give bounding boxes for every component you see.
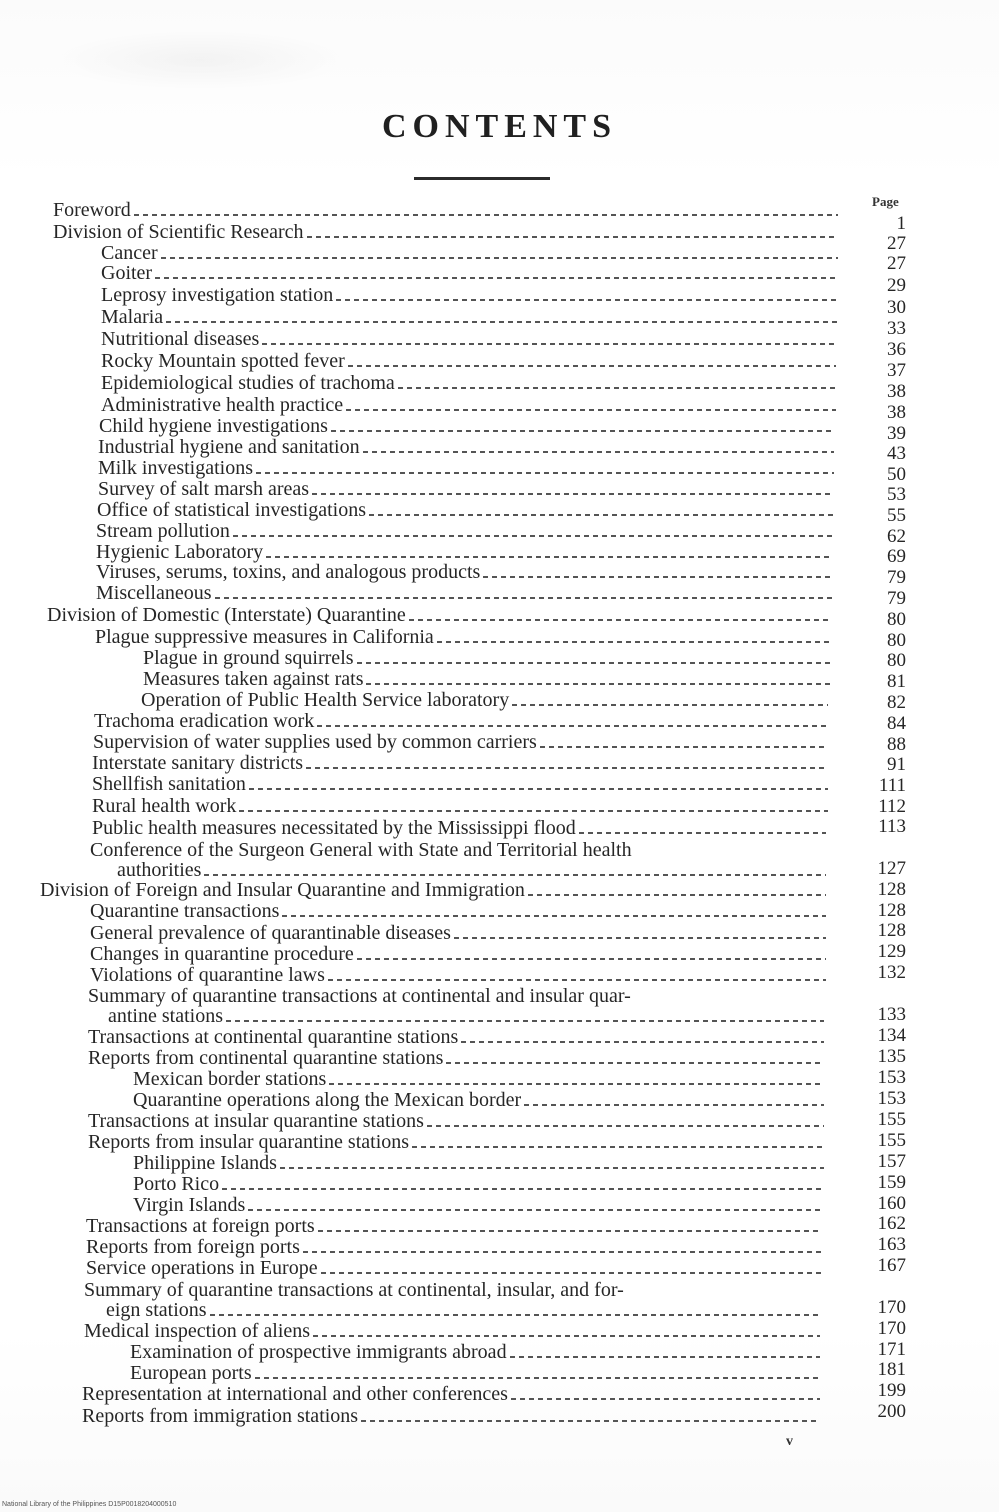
toc-page-number: 199 xyxy=(877,1380,906,1401)
dot-leader xyxy=(437,641,830,643)
toc-entry xyxy=(143,647,832,669)
toc-page-number: 80 xyxy=(887,650,906,671)
toc-entry-label: Rocky Mountain spotted fever xyxy=(101,350,345,372)
toc-page-number: 135 xyxy=(877,1046,906,1067)
toc-entry-label: Goiter xyxy=(101,262,153,284)
toc-entry xyxy=(86,1236,824,1258)
toc-entry xyxy=(96,582,834,604)
dot-leader xyxy=(329,1083,824,1085)
toc-entry xyxy=(84,1279,822,1301)
dot-leader xyxy=(155,277,838,279)
toc-page-number: 62 xyxy=(887,526,906,547)
toc-page-number: 132 xyxy=(877,962,906,983)
toc-page-number: 128 xyxy=(877,879,906,900)
toc-entry xyxy=(90,839,830,861)
toc-page-number: 128 xyxy=(877,900,906,921)
toc-page-number: 155 xyxy=(877,1130,906,1151)
toc-entry xyxy=(90,900,828,922)
toc-entry xyxy=(108,1005,826,1027)
toc-entry-label: Nutritional diseases xyxy=(101,328,260,350)
toc-entry xyxy=(101,350,838,372)
toc-page-number: 127 xyxy=(877,858,906,879)
toc-entry xyxy=(95,626,832,648)
toc-page-number: 91 xyxy=(887,754,906,775)
toc-page-number: 37 xyxy=(887,360,906,381)
toc-entry-label: Conference of the Surgeon General with State and Territorial health xyxy=(90,839,632,861)
toc-entry xyxy=(53,199,840,221)
toc-entry-label: Changes in quarantine procedure xyxy=(90,943,354,965)
dot-leader xyxy=(239,810,828,812)
toc-page-number: 1 xyxy=(896,213,906,234)
dot-leader xyxy=(226,1020,824,1022)
dot-leader xyxy=(348,365,836,367)
dot-leader xyxy=(134,214,838,216)
toc-entry-label: Virgin Islands xyxy=(133,1194,246,1216)
dot-leader xyxy=(204,874,826,876)
toc-page-number: 80 xyxy=(887,609,906,630)
toc-entry xyxy=(92,817,828,839)
toc-entry-label: Stream pollution xyxy=(96,520,230,542)
toc-entry-label: Trachoma eradication work xyxy=(94,710,315,732)
toc-page-number: 53 xyxy=(887,484,906,505)
toc-entry xyxy=(98,478,836,500)
toc-entry xyxy=(143,668,832,690)
dot-leader xyxy=(512,704,828,706)
dot-leader xyxy=(312,493,834,495)
toc-page-number: 55 xyxy=(887,505,906,526)
toc-entry xyxy=(101,242,840,264)
toc-entry xyxy=(98,457,836,479)
dot-leader xyxy=(579,832,826,834)
toc-page-number: 27 xyxy=(887,233,906,254)
toc-page-number: 33 xyxy=(887,318,906,339)
toc-page-number: 84 xyxy=(887,713,906,734)
toc-entry xyxy=(90,943,828,965)
toc-page-number: 79 xyxy=(887,567,906,588)
toc-entry-label: European ports xyxy=(130,1362,252,1384)
dot-leader xyxy=(215,597,832,599)
toc-entry xyxy=(86,1257,824,1279)
toc-entry-label: Porto Rico xyxy=(133,1173,220,1195)
toc-entry-label: Division of Foreign and Insular Quarantine and Immigration xyxy=(40,879,525,901)
toc-entry-label: Viruses, serums, toxins, and analogous products xyxy=(96,561,481,583)
dot-leader xyxy=(409,619,832,621)
toc-entry xyxy=(88,985,828,1007)
toc-page-number: 170 xyxy=(877,1318,906,1339)
toc-entry-label: Supervision of water supplies used by common carriers xyxy=(93,731,537,753)
toc-entry-label: Division of Scientific Research xyxy=(53,221,304,243)
toc-entry-label: Measures taken against rats xyxy=(143,668,364,690)
dot-leader xyxy=(248,1209,824,1211)
toc-entry xyxy=(133,1173,826,1195)
toc-entry-label: Quarantine operations along the Mexican border xyxy=(133,1089,522,1111)
dot-leader xyxy=(412,1146,824,1148)
toc-entry-label: Summary of quarantine transactions at continental, insular, and for- xyxy=(84,1279,624,1301)
toc-entry xyxy=(94,710,830,732)
dot-leader xyxy=(328,979,826,981)
toc-entry-label: Miscellaneous xyxy=(96,582,212,604)
dot-leader xyxy=(398,387,836,389)
dot-leader xyxy=(262,343,838,345)
dot-leader xyxy=(282,915,826,917)
dot-leader xyxy=(222,1188,824,1190)
toc-entry xyxy=(97,499,836,521)
dot-leader xyxy=(357,958,826,960)
toc-entry-label: Milk investigations xyxy=(98,457,253,479)
toc-page-number: 162 xyxy=(877,1213,906,1234)
toc-entry-label: Child hygiene investigations xyxy=(99,415,328,437)
dot-leader xyxy=(266,556,832,558)
page-column-header: Page xyxy=(872,194,899,209)
dot-leader xyxy=(313,1335,820,1337)
toc-entry xyxy=(53,221,840,243)
dot-leader xyxy=(540,746,828,748)
toc-entry xyxy=(99,415,836,437)
toc-entry xyxy=(82,1383,822,1405)
page-title: CONTENTS xyxy=(381,108,618,145)
toc-entry xyxy=(88,1131,826,1153)
toc-entry-label: Transactions at continental quarantine stations xyxy=(88,1026,459,1048)
toc-entry-label: Epidemiological studies of trachoma xyxy=(101,372,395,394)
dot-leader xyxy=(318,1230,822,1232)
toc-entry xyxy=(133,1068,826,1090)
dot-leader xyxy=(361,1420,820,1422)
dot-leader xyxy=(280,1167,824,1169)
toc-page-number: 80 xyxy=(887,630,906,651)
toc-entry xyxy=(130,1362,822,1384)
dot-leader xyxy=(366,683,830,685)
toc-entry-label: Service operations in Europe xyxy=(86,1257,318,1279)
dot-leader xyxy=(336,299,838,301)
dot-leader xyxy=(446,1062,824,1064)
dot-leader xyxy=(161,257,838,259)
toc-page-number: 38 xyxy=(887,402,906,423)
toc-page-number: 69 xyxy=(887,546,906,567)
dot-leader xyxy=(461,1041,824,1043)
dot-leader xyxy=(306,767,828,769)
toc-entry xyxy=(101,262,840,284)
toc-page-number: 129 xyxy=(877,941,906,962)
toc-page-number: 157 xyxy=(877,1151,906,1172)
toc-entry-label: Operation of Public Health Service laboratory xyxy=(141,689,510,711)
toc-entry xyxy=(40,879,828,901)
toc-entry-label: Public health measures necessitated by the Mississippi flood xyxy=(92,817,576,839)
dot-leader xyxy=(210,1314,820,1316)
toc-page-number: 81 xyxy=(887,671,906,692)
dot-leader xyxy=(511,1398,820,1400)
toc-entry-label: Hygienic Laboratory xyxy=(96,541,264,563)
dot-leader xyxy=(427,1125,824,1127)
toc-page-number: 200 xyxy=(877,1401,906,1422)
toc-page-number: 163 xyxy=(877,1234,906,1255)
toc-page-number: 181 xyxy=(877,1359,906,1380)
toc-entry xyxy=(130,1341,822,1363)
toc-entry xyxy=(88,1047,826,1069)
toc-entry xyxy=(98,436,836,458)
toc-page-number: 29 xyxy=(887,275,906,296)
toc-page-number: 171 xyxy=(877,1339,906,1360)
dot-leader xyxy=(363,451,834,453)
dot-leader xyxy=(303,1251,822,1253)
toc-entry xyxy=(90,964,828,986)
page-folio: v xyxy=(786,1434,793,1449)
toc-entry xyxy=(106,1299,822,1321)
dot-leader xyxy=(331,430,834,432)
toc-page-number: 134 xyxy=(877,1025,906,1046)
toc-page-number: 30 xyxy=(887,297,906,318)
dot-leader xyxy=(317,725,828,727)
toc-entry xyxy=(101,394,838,416)
toc-entry xyxy=(93,731,830,753)
toc-entry xyxy=(101,328,840,350)
toc-entry-label: Survey of salt marsh areas xyxy=(98,478,310,500)
toc-entry-label: Examination of prospective immigrants abroad xyxy=(130,1341,507,1363)
toc-entry xyxy=(92,773,830,795)
toc-page-number: 153 xyxy=(877,1088,906,1109)
toc-page-number: 133 xyxy=(877,1004,906,1025)
toc-entry-label: Reports from foreign ports xyxy=(86,1236,300,1258)
toc-entry-label: Office of statistical investigations xyxy=(97,499,367,521)
scan-footer: National Library of the Philippines D15P0018204000510 xyxy=(2,1501,177,1508)
toc-entry xyxy=(133,1089,826,1111)
toc-page-number: 82 xyxy=(887,692,906,713)
toc-page-number: 167 xyxy=(877,1255,906,1276)
toc-entry xyxy=(82,1405,822,1427)
toc-entry-label: Industrial hygiene and sanitation xyxy=(98,436,360,458)
dot-leader xyxy=(357,662,830,664)
toc-entry xyxy=(84,1320,822,1342)
toc-entry-label: Administrative health practice xyxy=(101,394,344,416)
toc-entry xyxy=(101,372,838,394)
dot-leader xyxy=(307,236,839,238)
toc-page-number: 27 xyxy=(887,253,906,274)
toc-page-number: 153 xyxy=(877,1067,906,1088)
toc-page-number: 43 xyxy=(887,443,906,464)
toc-entry-label: Transactions at foreign ports xyxy=(86,1215,315,1237)
toc-entry-label: Philippine Islands xyxy=(133,1152,277,1174)
toc-entry-label: Cancer xyxy=(101,242,158,264)
dot-leader xyxy=(346,409,836,411)
toc-entry-label: Representation at international and other conferences xyxy=(82,1383,508,1405)
toc-entry-label: eign stations xyxy=(106,1299,207,1321)
dot-leader xyxy=(255,1377,820,1379)
dot-leader xyxy=(454,937,826,939)
toc-entry-label: Plague in ground squirrels xyxy=(143,647,354,669)
toc-entry-label: Shellfish sanitation xyxy=(92,773,246,795)
toc-page-number: 113 xyxy=(878,816,906,837)
toc-page-number: 50 xyxy=(887,464,906,485)
toc-entry xyxy=(133,1152,826,1174)
toc-entry xyxy=(101,284,840,306)
toc-page-number: 88 xyxy=(887,734,906,755)
toc-page-number: 160 xyxy=(877,1193,906,1214)
dot-leader xyxy=(524,1104,824,1106)
toc-entry-label: authorities xyxy=(117,859,202,881)
toc-entry xyxy=(141,689,830,711)
toc-page-number: 112 xyxy=(878,796,906,817)
toc-entry-label: antine stations xyxy=(108,1005,223,1027)
toc-entry xyxy=(88,1026,826,1048)
toc-entry-label: Summary of quarantine transactions at continental and insular quar- xyxy=(88,985,631,1007)
toc-entry xyxy=(90,922,828,944)
toc-page-number: 39 xyxy=(887,423,906,444)
dot-leader xyxy=(369,514,834,516)
toc-entry-label: Leprosy investigation station xyxy=(101,284,334,306)
toc-entry xyxy=(96,541,834,563)
toc-page-number: 170 xyxy=(877,1297,906,1318)
toc-entry xyxy=(133,1194,826,1216)
dot-leader xyxy=(256,472,834,474)
toc-page-number: 128 xyxy=(877,920,906,941)
dot-leader xyxy=(510,1356,820,1358)
dot-leader xyxy=(166,321,838,323)
toc-page-number: 38 xyxy=(887,381,906,402)
dot-leader xyxy=(483,576,832,578)
toc-entry xyxy=(86,1215,824,1237)
toc-page-number: 155 xyxy=(877,1109,906,1130)
toc-entry-label: Division of Domestic (Interstate) Quarantine xyxy=(47,604,406,626)
toc-entry-label: Transactions at insular quarantine stations xyxy=(88,1110,424,1132)
toc-page-number: 159 xyxy=(877,1172,906,1193)
toc-entry xyxy=(101,306,840,328)
toc-entry-label: Mexican border stations xyxy=(133,1068,327,1090)
dot-leader xyxy=(249,788,828,790)
toc-entry-label: Quarantine transactions xyxy=(90,900,280,922)
toc-entry-label: Rural health work xyxy=(92,795,237,817)
toc-entry xyxy=(96,561,834,583)
toc-entry-label: Plague suppressive measures in California xyxy=(95,626,434,648)
toc-entry xyxy=(117,859,828,881)
dot-leader xyxy=(233,535,832,537)
toc-entry-label: Reports from insular quarantine stations xyxy=(88,1131,410,1153)
dot-leader xyxy=(321,1272,822,1274)
toc-entry xyxy=(88,1110,826,1132)
dot-leader xyxy=(528,894,826,896)
toc-page-number: 111 xyxy=(878,775,906,796)
toc-entry xyxy=(96,520,834,542)
toc-entry-label: Medical inspection of aliens xyxy=(84,1320,311,1342)
toc-entry-label: Reports from continental quarantine stations xyxy=(88,1047,444,1069)
toc-entry-label: General prevalence of quarantinable diseases xyxy=(90,922,451,944)
toc-page-number: 79 xyxy=(887,588,906,609)
toc-entry xyxy=(92,752,830,774)
toc-entry xyxy=(47,604,834,626)
toc-entry-label: Foreword xyxy=(53,199,131,221)
toc-entry-label: Reports from immigration stations xyxy=(82,1405,359,1427)
toc-entry-label: Interstate sanitary districts xyxy=(92,752,304,774)
toc-entry xyxy=(92,795,830,817)
toc-entry-label: Violations of quarantine laws xyxy=(90,964,325,986)
toc-entry-label: Malaria xyxy=(101,306,164,328)
toc-page-number: 36 xyxy=(887,339,906,360)
